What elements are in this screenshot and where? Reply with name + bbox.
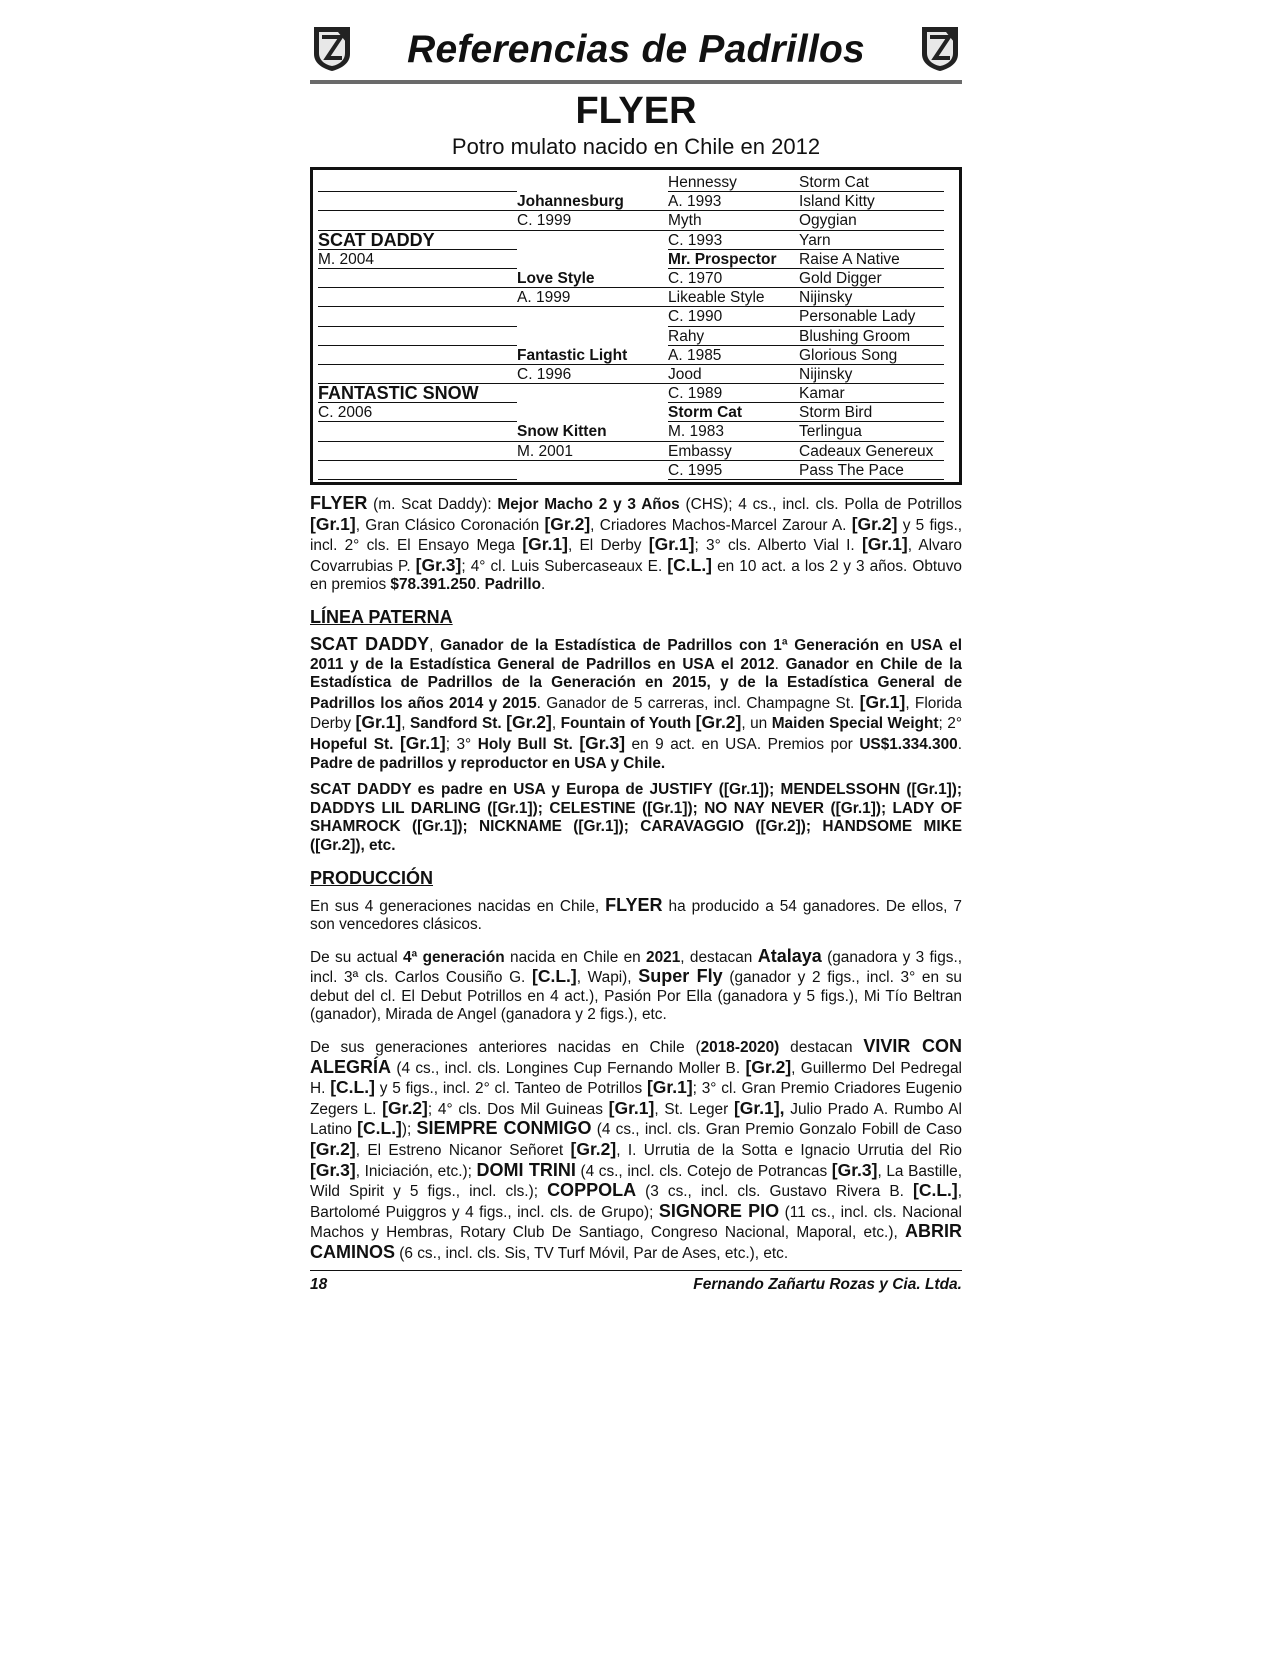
- pedigree-cell: Storm Bird: [799, 404, 873, 422]
- text-run: [Gr.1]: [522, 534, 568, 555]
- text-run: , Gran Clásico Coronación: [355, 516, 545, 534]
- pedigree-row: [318, 173, 945, 192]
- document-page: [310, 20, 962, 1294]
- text-run: [Gr.2]: [745, 1056, 792, 1077]
- text-run: [C.L.]: [913, 1180, 958, 1201]
- text-run: [C.L.]: [330, 1077, 375, 1098]
- text-run: Julio Prado A. Rumbo Al Latino: [310, 1100, 962, 1139]
- text-run: [Gr.2]: [851, 513, 898, 534]
- text-run: (3 cs., incl. cls. Gustavo Rivera B.: [636, 1183, 914, 1201]
- text-run: destacan: [779, 1039, 864, 1057]
- pedigree-cell: Likeable Style: [668, 289, 765, 307]
- pedigree-row: [318, 250, 945, 269]
- paternal-paragraph: [310, 635, 962, 773]
- paternal-offspring-paragraph: [310, 781, 962, 855]
- text-run: Ganador en Chile de la Estadística de Padrillos de la Generación en 2015, y de la Estadística General de Padrillos los años 2014 y 2015: [310, 655, 962, 712]
- pedigree-cell: Nijinsky: [799, 365, 853, 383]
- text-run: [Gr.1]: [399, 732, 446, 753]
- pedigree-cell: A. 1993: [668, 193, 722, 211]
- text-run: US$1.334.300: [859, 735, 958, 753]
- text-run: .: [476, 576, 485, 594]
- text-run: [Gr.3]: [831, 1159, 878, 1180]
- text-run: y 5 figs., incl. 2° cl. Tanteo de Potrillos: [374, 1080, 647, 1098]
- pedigree-row: [318, 269, 945, 288]
- text-run: Atalaya: [757, 945, 822, 966]
- text-run: , Florida Derby: [310, 694, 962, 733]
- pedigree-cell: Pass The Pace: [799, 461, 904, 479]
- text-run: [Gr.1]: [859, 691, 906, 712]
- pedigree-cell: Blushing Groom: [799, 327, 911, 345]
- pedigree-row: [318, 307, 945, 326]
- pedigree-row: [318, 327, 945, 346]
- text-run: ; 3°: [445, 735, 478, 753]
- text-run: Maiden Special Weight: [771, 715, 939, 733]
- pedigree-cell: Kamar: [799, 385, 845, 403]
- text-run: . Ganador de 5 carreras, incl. Champagne St.: [536, 694, 860, 712]
- text-run: [Gr.2]: [310, 1139, 356, 1160]
- text-run: [Gr.3]: [415, 554, 462, 575]
- text-run: );: [401, 1121, 417, 1139]
- page-number: 18: [310, 1276, 328, 1294]
- text-run: , La Bastille, Wild Spirit y 5 figs., incl. cls.);: [310, 1162, 962, 1201]
- text-run: [Gr.2]: [695, 712, 742, 733]
- pedigree-cell: C. 1970: [668, 269, 723, 287]
- pedigree-cell: Island Kitty: [799, 193, 875, 211]
- text-run: SIGNORE PIO: [658, 1200, 780, 1221]
- pedigree-cell: M. 1983: [668, 423, 725, 441]
- text-run: , un: [741, 715, 772, 733]
- pedigree-cell: Raise A Native: [799, 250, 900, 268]
- pedigree-row: [318, 461, 945, 480]
- text-run: [C.L.]: [532, 966, 577, 987]
- text-run: FLYER: [605, 894, 663, 915]
- text-run: , Bartolomé Puiggros y 4 figs., incl. cls. de Grupo);: [310, 1183, 963, 1221]
- text-run: 2021: [646, 948, 681, 966]
- pedigree-row: [318, 288, 945, 307]
- text-run: [Gr.3]: [310, 1159, 356, 1180]
- text-run: .: [774, 655, 786, 673]
- text-run: (4 cs., incl. cls. Longines Cup Fernando Moller B.: [391, 1059, 746, 1077]
- production-current-generation: [310, 947, 962, 1025]
- pedigree-cell: C. 1996: [517, 365, 572, 383]
- text-run: en 10 act. a los 2 y 3 años. Obtuvo en premios: [310, 557, 962, 594]
- text-run: (11 cs., incl. cls. Nacional Machos y Hembras, Rotary Club De Santiago, Congreso Nacional, Maporal, etc.),: [310, 1203, 962, 1242]
- pedigree-row: [318, 422, 945, 441]
- pedigree-row: [318, 442, 945, 461]
- text-run: En sus 4 generaciones nacidas en Chile,: [310, 897, 606, 915]
- pedigree-cell: Storm Cat: [799, 174, 869, 191]
- page-header: [310, 20, 962, 82]
- text-run: (ganador y 2 figs., incl. 3° en su debut del cl. El Debut Potrillos en 4 act.), Pasión Por Ella (ganadora y 5 figs.), Mi Tío Beltran (ganador), Mirada de Angel (ganadora y 2 figs.), etc.: [310, 969, 962, 1024]
- pedigree-row: [318, 365, 945, 384]
- text-run: [Gr.3]: [579, 732, 626, 753]
- text-run: , Iniciación, etc.);: [355, 1162, 477, 1180]
- pedigree-cell: A. 1999: [517, 289, 571, 307]
- text-run: , Wapi),: [576, 969, 639, 987]
- text-run: .: [541, 576, 546, 594]
- text-run: , I. Urrutia de la Sotta e Ignacio Urrutia del Rio: [616, 1142, 962, 1160]
- header-divider: [310, 80, 962, 84]
- text-run: [Gr.2]: [506, 712, 552, 733]
- pedigree-cell: C. 1989: [668, 385, 723, 403]
- horse-subtitle: Potro mulato nacido en Chile en 2012: [451, 134, 821, 159]
- pedigree-row: [318, 403, 945, 422]
- section-heading-production: PRODUCCIÓN: [310, 867, 434, 888]
- page-footer: [310, 1276, 962, 1294]
- pedigree-cell: Fantastic Light: [517, 346, 628, 364]
- text-run: nacida en Chile en: [504, 948, 647, 966]
- pedigree-cell: M. 2001: [517, 442, 574, 460]
- text-run: ; 3° cl. Gran Premio Criadores Eugenio Zegers L.: [310, 1080, 963, 1118]
- text-run: [Gr.1]: [310, 513, 356, 534]
- text-run: en 9 act. en USA. Premios por: [625, 735, 860, 753]
- pedigree-cell: Personable Lady: [799, 308, 916, 326]
- text-run: [C.L.]: [667, 554, 713, 575]
- text-run: , El Estreno Nicanor Señoret: [355, 1142, 571, 1160]
- text-run: (6 cs., incl. cls. Sis, TV Turf Móvil, Par de Ases, etc.), etc.: [395, 1245, 789, 1262]
- text-run: (m. Scat Daddy):: [367, 496, 498, 513]
- text-run: ; 2°: [938, 715, 962, 733]
- text-run: Fountain of Youth: [560, 715, 692, 733]
- pedigree-cell: Nijinsky: [799, 289, 853, 307]
- text-run: Hopeful St.: [310, 735, 394, 753]
- pedigree-cell: Glorious Song: [799, 346, 898, 364]
- text-run: ; 4° cl. Luis Subercaseaux E.: [461, 557, 668, 575]
- text-run: COPPOLA: [547, 1180, 637, 1201]
- pedigree-cell: Embassy: [668, 442, 732, 460]
- text-run: ,: [551, 715, 561, 733]
- text-run: SCAT DADDY es padre en USA y Europa de JUSTIFY ([Gr.1]); MENDELSSOHN ([Gr.1]); DADDYS LIL DARLING ([Gr.1]); CELESTINE ([Gr.1]); NO NAY NEVER ([Gr.1]); LADY OF SHAMROCK ([Gr.1]); NICKNAME ([Gr.1]); CARAVAGGIO ([Gr.2]); HANDSOME MIKE ([Gr.2]), etc.: [310, 781, 962, 854]
- text-run: 4ª generación: [403, 948, 505, 966]
- pedigree-cell: Yarn: [799, 231, 831, 249]
- pedigree-cell: Rahy: [668, 327, 705, 345]
- text-run: [Gr.1]: [861, 534, 908, 555]
- text-run: [Gr.1]: [648, 534, 695, 555]
- text-run: ABRIR CAMINOS: [310, 1221, 962, 1262]
- pedigree-row: [318, 211, 945, 230]
- pedigree-cell: Love Style: [517, 269, 595, 287]
- pedigree-row: [318, 231, 945, 250]
- text-run: Super Fly: [638, 966, 723, 987]
- text-run: , Alvaro Covarrubias P.: [310, 537, 962, 575]
- pedigree-cell: C. 1990: [668, 308, 723, 326]
- text-run: (4 cs., incl. cls. Gran Premio Gonzalo Fobill de Caso: [591, 1121, 962, 1139]
- text-run: [Gr.1]: [355, 712, 402, 733]
- text-run: $78.391.250: [390, 576, 477, 594]
- text-run: De sus generaciones anteriores nacidas en Chile (: [310, 1039, 701, 1057]
- text-run: Padre de padrillos y reproductor en USA y Chile.: [310, 754, 666, 772]
- footer-divider: [310, 1270, 962, 1272]
- text-run: 2018-2020): [700, 1039, 780, 1057]
- text-run: ; 4° cls. Dos Mil Guineas: [427, 1100, 609, 1118]
- text-run: (CHS); 4 cs., incl. cls. Polla de Potrillos: [679, 496, 962, 513]
- text-run: .: [957, 735, 963, 753]
- pedigree-cell: M. 2004: [318, 250, 375, 268]
- pedigree-cell: A. 1985: [668, 346, 722, 364]
- pedigree-cell: Johannesburg: [517, 193, 624, 211]
- horse-summary: [310, 494, 962, 595]
- pedigree-row: [318, 384, 945, 403]
- text-run: [Gr.1]: [646, 1077, 693, 1098]
- text-run: SIEMPRE CONMIGO: [416, 1118, 592, 1139]
- fzr-shield-logo-icon: [918, 24, 962, 72]
- pedigree-row: [318, 346, 945, 365]
- text-run: Holy Bull St.: [477, 735, 573, 753]
- horse-name: FLYER: [575, 90, 697, 132]
- text-run: FLYER: [310, 493, 368, 513]
- pedigree-cell: Storm Cat: [668, 404, 743, 422]
- pedigree-cell: Gold Digger: [799, 269, 882, 287]
- text-run: DOMI TRINI: [476, 1159, 576, 1180]
- text-run: ,: [429, 636, 441, 654]
- text-run: (ganadora y 3 figs., incl. 3ª cls. Carlos Cousiño G.: [310, 948, 963, 987]
- pedigree-cell: SCAT DADDY: [318, 230, 435, 250]
- text-run: [Gr.1],: [733, 1097, 785, 1118]
- text-run: , Guillermo Del Pedregal H.: [310, 1059, 962, 1098]
- text-run: , Criadores Machos-Marcel Zarour A.: [590, 516, 852, 534]
- text-run: , St. Leger: [654, 1100, 734, 1118]
- text-run: SCAT DADDY: [310, 633, 430, 654]
- text-run: ; 3° cls. Alberto Vial I.: [694, 537, 862, 555]
- pedigree-cell: Jood: [668, 365, 702, 383]
- production-previous-generations: [310, 1037, 962, 1264]
- text-run: y 5 figs., incl. 2° cls. El Ensayo Mega: [310, 516, 962, 555]
- pedigree-cell: Myth: [668, 212, 702, 230]
- text-run: , El Derby: [567, 537, 649, 555]
- pedigree-cell: Hennessy: [668, 174, 737, 191]
- text-run: Mejor Macho 2 y 3 Años: [497, 496, 680, 513]
- section-heading-paternal: LÍNEA PATERNA: [310, 606, 453, 627]
- pedigree-cell: C. 1999: [517, 212, 572, 230]
- pedigree-cell: Mr. Prospector: [668, 250, 777, 268]
- text-run: De su actual: [310, 948, 403, 966]
- pedigree-cell: FANTASTIC SNOW: [318, 384, 479, 404]
- text-run: Ganador de la Estadística de Padrillos con 1ª Generación en USA el 2011 y de la Estadística General de Padrillos en USA el 2012: [310, 636, 962, 673]
- text-run: (4 cs., incl. cls. Cotejo de Potrancas: [575, 1162, 832, 1180]
- text-run: , destacan: [680, 948, 758, 966]
- pedigree-cell: C. 1993: [668, 231, 723, 249]
- pedigree-row: [318, 192, 945, 211]
- text-run: Padrillo: [484, 576, 542, 594]
- text-run: [C.L.]: [357, 1118, 402, 1139]
- text-run: Sandford St.: [409, 715, 502, 733]
- pedigree-cell: C. 2006: [318, 404, 373, 422]
- text-run: ,: [401, 715, 410, 733]
- pedigree-table: [310, 167, 962, 485]
- text-run: [Gr.2]: [570, 1139, 617, 1160]
- pedigree-cell: Snow Kitten: [517, 423, 607, 441]
- pedigree-cell: Terlingua: [799, 423, 862, 441]
- text-run: [Gr.2]: [382, 1097, 428, 1118]
- text-run: [Gr.1]: [608, 1097, 655, 1118]
- header-title: Referencias de Padrillos: [407, 28, 865, 71]
- pedigree-cell: Cadeaux Genereux: [799, 442, 934, 460]
- text-run: VIVIR CON ALEGRÍA: [310, 1036, 962, 1077]
- publisher-name: Fernando Zañartu Rozas y Cia. Ltda.: [693, 1276, 962, 1294]
- pedigree-cell: Ogygian: [799, 212, 857, 230]
- production-paragraph: [310, 896, 962, 935]
- text-run: [Gr.2]: [544, 513, 591, 534]
- text-run: ha producido a 54 ganadores. De ellos, 7 son vencedores clásicos.: [310, 897, 962, 934]
- pedigree-cell: C. 1995: [668, 461, 723, 479]
